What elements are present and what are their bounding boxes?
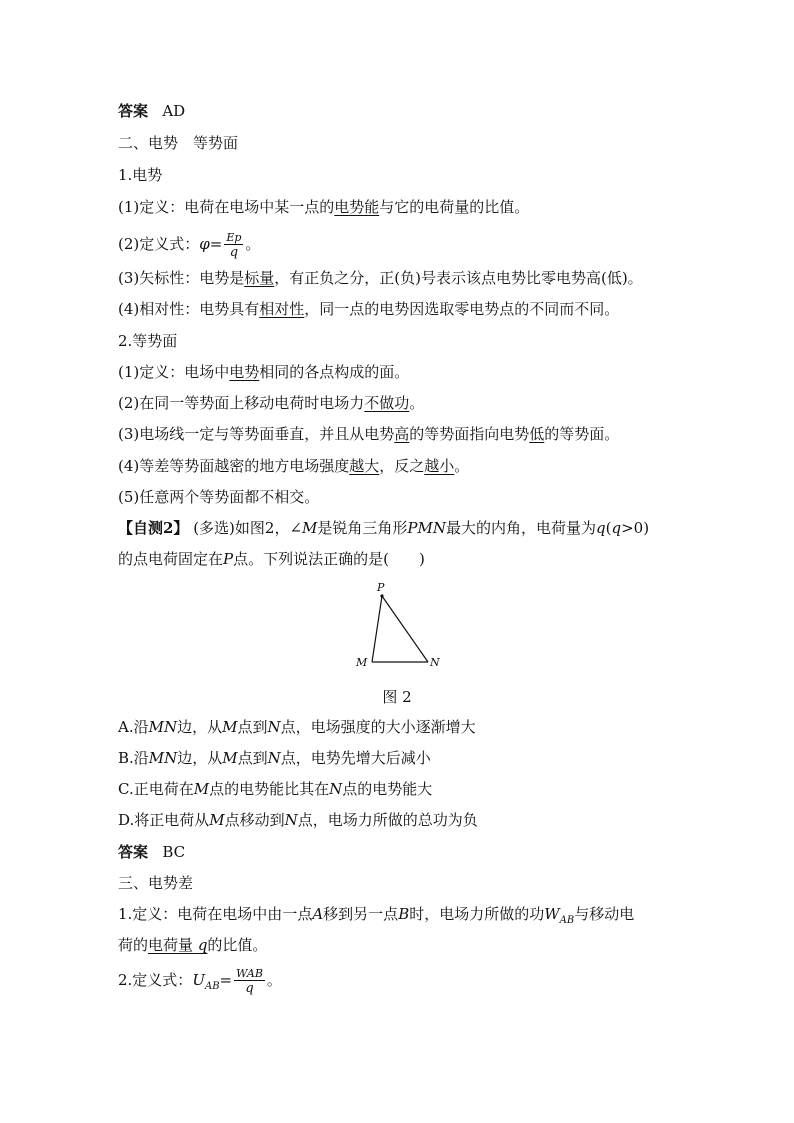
- section-heading-potential: 二、电势 等势面: [118, 134, 239, 152]
- option-d: D.将正电荷从M点移动到N点，电场力所做的总功为负: [118, 811, 478, 829]
- fraction: $\frac{Ep}{q}$: [226, 230, 242, 260]
- answer-label: 答案: [118, 843, 149, 861]
- subheading-equipotential: 2.等势面: [118, 332, 178, 350]
- equipotential-line-1: (1)定义：电场中电势相同的各点构成的面。: [118, 363, 410, 381]
- triangle-figure: [348, 578, 448, 673]
- question-tag: 【自测2】: [118, 519, 189, 537]
- equipotential-line-4: (4)等差等势面越密的地方电场强度越大，反之越小。: [118, 457, 470, 475]
- answer-value: AD: [162, 102, 186, 120]
- edge-np: [382, 596, 428, 662]
- pd-definition-line-2: 荷的电荷量 q的比值。: [118, 936, 268, 954]
- label-m: M: [356, 656, 368, 669]
- edge-pm: [372, 596, 382, 662]
- figure-caption: 图 2: [382, 688, 412, 706]
- answer-line-1: [118, 101, 185, 121]
- answer-label: 答案: [118, 102, 149, 120]
- equipotential-line-5: (5)任意两个等势面都不相交。: [118, 488, 320, 506]
- answer-line-2: [118, 842, 185, 862]
- underlined-term: 电势能: [334, 198, 380, 216]
- equipotential-line-2: (2)在同一等势面上移动电荷时电场力不做功。: [118, 394, 425, 412]
- option-a: A.沿MN边，从M点到N点，电场强度的大小逐渐增大: [118, 718, 476, 736]
- formula-line-potential-difference: 2.定义式：$U_{AB}=$ $\frac{\text{WAB}}{q}$ 。: [118, 966, 282, 996]
- option-c: C.正电荷在M点的电势能比其在N点的电势能大: [118, 780, 433, 798]
- formula-line-potential: (2)定义式：φ= $\frac{Ep}{q}$ 。: [118, 230, 261, 260]
- relativity-line: (4)相对性：电势具有相对性，同一点的电势因选取零电势点的不同而不同。: [118, 300, 620, 318]
- label-p: P: [377, 581, 385, 594]
- scalar-line: (3)矢标性：电势是标量，有正负之分，正(负)号表示该点电势比零电势高(低)。: [118, 269, 643, 287]
- pd-definition-line-1: 1.定义：电荷在电场中由一点A移到另一点B时，电场力所做的功$W_{AB}$与移动电: [118, 905, 635, 926]
- label-n: N: [430, 656, 440, 669]
- section-heading-potential-difference: 三、电势差: [118, 874, 194, 892]
- answer-value: BC: [162, 843, 186, 861]
- point-charge-dot: [380, 594, 383, 597]
- question-stem-1: 【自测2】 (多选)如图2，∠M是锐角三角形PMN最大的内角，电荷量为q(q>0): [118, 519, 650, 537]
- question-stem-2: 的点电荷固定在P点。下列说法正确的是( ): [118, 550, 425, 568]
- definition-line: (1)定义：电荷在电场中某一点的电势能与它的电荷量的比值。: [118, 198, 530, 216]
- subheading-potential: 1.电势: [118, 166, 163, 184]
- option-b: B.沿MN边，从M点到N点，电势先增大后减小: [118, 749, 431, 767]
- fraction: $\frac{\text{WAB}}{q}$: [236, 966, 263, 996]
- equipotential-line-3: (3)电场线一定与等势面垂直，并且从电势高的等势面指向电势低的等势面。: [118, 425, 620, 443]
